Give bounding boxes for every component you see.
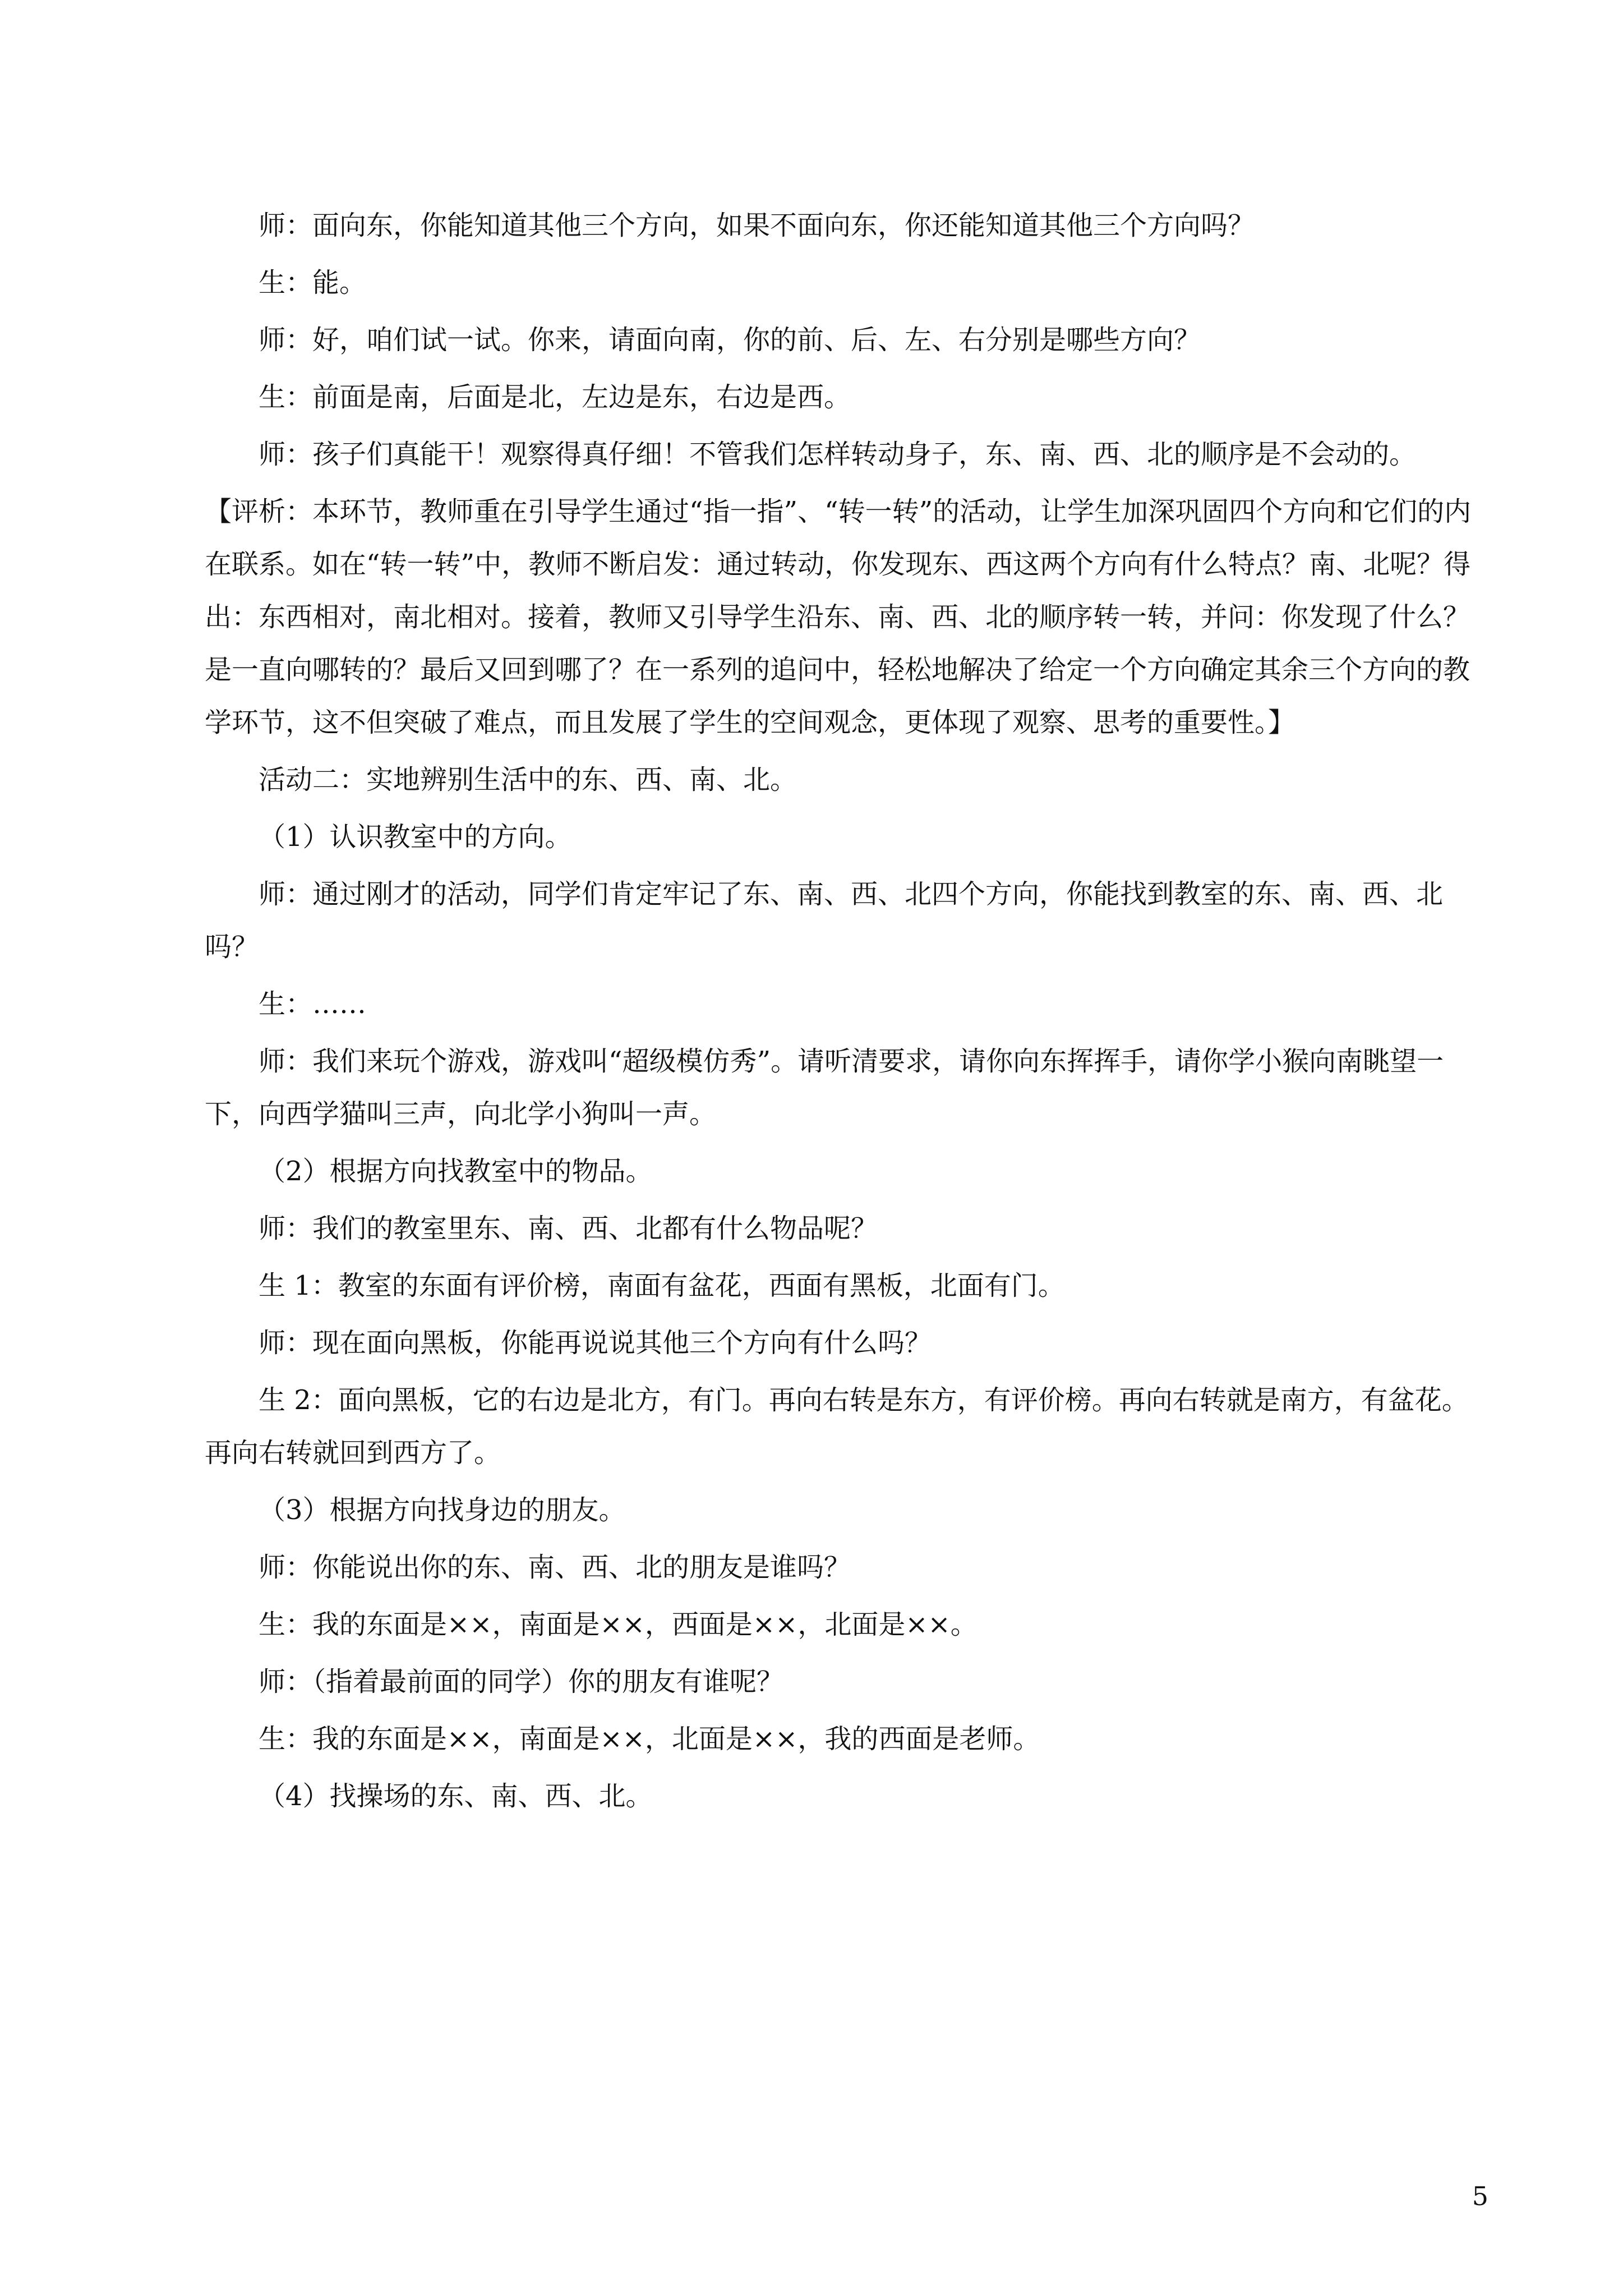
paragraph: 生：能。 [259,267,367,298]
paragraph: 师：好，咱们试一试。你来，请面向南，你的前、后、左、右分别是哪些方向？ [259,324,1201,356]
paragraph: 生 2：面向黑板，它的右边是北方，有门。再向右转是东方，有评价榜。再向右转就是南方，有盆花。再向右转就回到西方了。 [205,1384,1469,1469]
subsection-heading: （4）找操场的东、南、西、北。 [259,1780,653,1812]
paragraph: 师：现在面向黑板，你能再说说其他三个方向有什么吗？ [259,1327,932,1359]
paragraph: 师：（指着最前面的同学）你的朋友有谁呢？ [259,1666,784,1697]
paragraph: 生：前面是南，后面是北，左边是东，右边是西。 [259,381,851,413]
page-number: 5 [1472,2181,1488,2211]
subsection-heading: （3）根据方向找身边的朋友。 [259,1494,626,1526]
document-body [205,199,1483,1827]
paragraph: 生：我的东面是××，南面是××，北面是××，我的西面是老师。 [259,1723,1040,1755]
paragraph: 师：你能说出你的东、南、西、北的朋友是谁吗？ [259,1552,851,1583]
subsection-heading: （1）认识教室中的方向。 [259,821,572,853]
paragraph: 生 1：教室的东面有评价榜，南面有盆花，西面有黑板，北面有门。 [259,1270,1065,1301]
paragraph: 师：孩子们真能干！观察得真仔细！不管我们怎样转动身子，东、南、西、北的顺序是不会动的。 [259,439,1417,470]
paragraph: 师：我们来玩个游戏，游戏叫“超级模仿秀”。请听清要求，请你向东挥挥手，请你学小猴向南眺望一下，向西学猫叫三声，向北学小狗叫一声。 [205,1046,1444,1130]
paragraph: 生：我的东面是××，南面是××，西面是××，北面是××。 [259,1609,978,1640]
subsection-heading: （2）根据方向找教室中的物品。 [259,1156,653,1187]
paragraph: 师：我们的教室里东、南、西、北都有什么物品呢？ [259,1213,878,1244]
paragraph: 师：面向东，你能知道其他三个方向，如果不面向东，你还能知道其他三个方向吗？ [259,210,1255,241]
commentary-paragraph: 【评析：本环节，教师重在引导学生通过“指一指”、“转一转”的活动，让学生加深巩固四个方向和它们的内在联系。如在“转一转”中，教师不断启发：通过转动，你发现东、西这两个方向有什么特点？南、北呢？得出：东西相对，南北相对。接着，教师又引导学生沿东、南、西、北的顺序转一转，并问：你发现了什么？是一直向哪转的？最后又回到哪了？在一系列的追问中，轻松地解决了给定一个方向确定其余三个方向的教学环节，这不但突破了难点，而且发展了学生的空间观念，更体现了观察、思考的重要性。】 [205,496,1472,738]
paragraph: 师：通过刚才的活动，同学们肯定牢记了东、南、西、北四个方向，你能找到教室的东、南、西、北吗？ [205,878,1444,963]
paragraph: 生：…… [259,988,367,1020]
activity-heading: 活动二：实地辨别生活中的东、西、南、北。 [259,764,797,795]
